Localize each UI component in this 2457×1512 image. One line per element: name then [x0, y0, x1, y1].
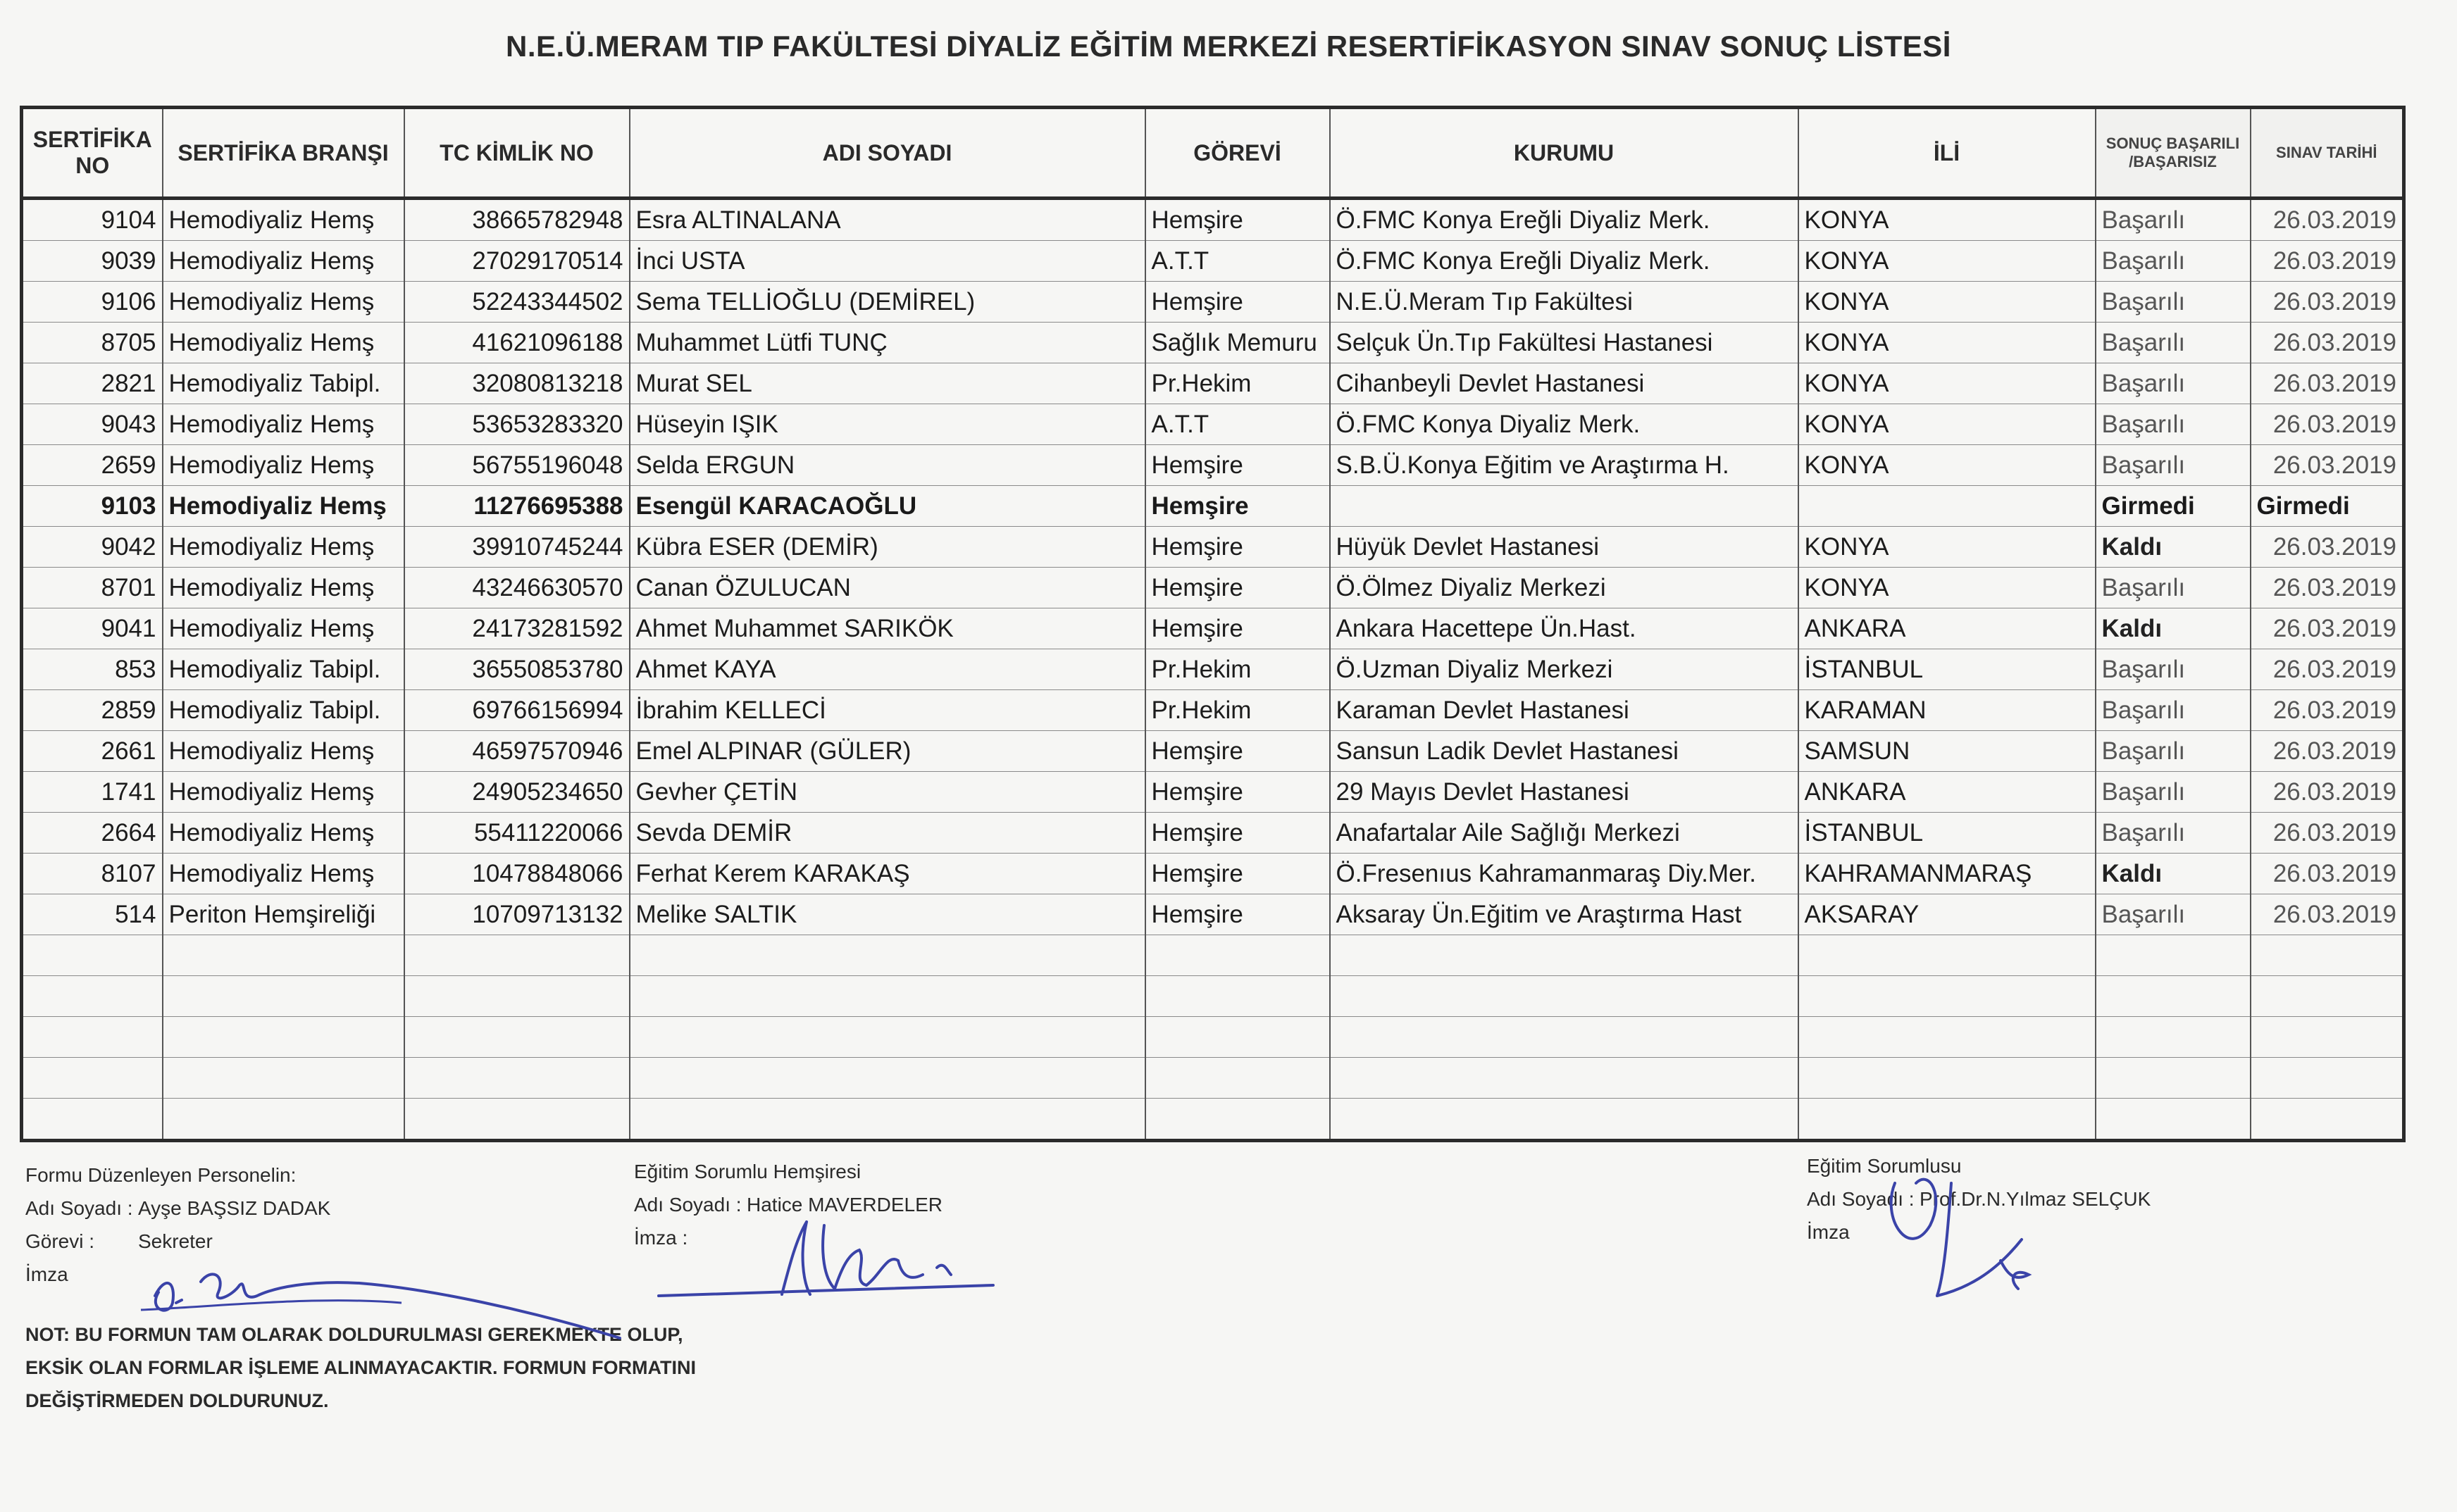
cell-sonuc: Başarılı [2096, 568, 2251, 608]
cell-tc: 53653283320 [404, 404, 630, 445]
cell-sertifika-no: 9103 [22, 486, 163, 527]
cell-gorevi: Pr.Hekim [1145, 649, 1330, 690]
cell-tc: 38665782948 [404, 199, 630, 241]
cell-kurumu: Selçuk Ün.Tıp Fakültesi Hastanesi [1330, 323, 1798, 363]
empty-cell [1798, 976, 2096, 1017]
empty-row [22, 976, 2404, 1017]
cell-adi-soyadi: Ahmet KAYA [630, 649, 1145, 690]
cell-adi-soyadi: İbrahim KELLECİ [630, 690, 1145, 731]
cell-ili: KONYA [1798, 241, 2096, 282]
cell-adi-soyadi: Emel ALPINAR (GÜLER) [630, 731, 1145, 772]
table-row [22, 813, 2404, 854]
cell-gorevi: Hemşire [1145, 731, 1330, 772]
empty-cell [630, 1058, 1145, 1099]
empty-cell [163, 1099, 404, 1141]
cell-sonuc: Başarılı [2096, 404, 2251, 445]
table-row [22, 445, 2404, 486]
col-header-tc: TC KİMLİK NO [404, 108, 630, 199]
empty-cell [2251, 1058, 2404, 1099]
cell-sertifika-bransi: Hemodiyaliz Hemş [163, 282, 404, 323]
footer-right-heading: Eğitim Sorumlusu [1807, 1155, 1962, 1177]
page-title: N.E.Ü.MERAM TIP FAKÜLTESİ DİYALİZ EĞİTİM MERKEZİ RESERTİFİKASYON SINAV SONUÇ LİSTESİ [506, 30, 1951, 63]
cell-sinav-tarihi: 26.03.2019 [2251, 772, 2404, 813]
cell-sertifika-bransi: Hemodiyaliz Hemş [163, 527, 404, 568]
cell-sertifika-bransi: Hemodiyaliz Tabipl. [163, 690, 404, 731]
cell-sertifika-bransi: Hemodiyaliz Hemş [163, 323, 404, 363]
table-row [22, 772, 2404, 813]
cell-gorevi: Pr.Hekim [1145, 363, 1330, 404]
table-row [22, 527, 2404, 568]
empty-cell [22, 935, 163, 976]
empty-cell [404, 1058, 630, 1099]
cell-sinav-tarihi: 26.03.2019 [2251, 363, 2404, 404]
cell-sertifika-bransi: Hemodiyaliz Tabipl. [163, 649, 404, 690]
cell-sertifika-bransi: Hemodiyaliz Hemş [163, 731, 404, 772]
cell-sertifika-no: 2659 [22, 445, 163, 486]
cell-kurumu: Karaman Devlet Hastanesi [1330, 690, 1798, 731]
cell-ili: KONYA [1798, 527, 2096, 568]
cell-sonuc: Başarılı [2096, 894, 2251, 935]
empty-cell [630, 976, 1145, 1017]
empty-row [22, 1099, 2404, 1141]
cell-sertifika-no: 9042 [22, 527, 163, 568]
cell-ili: İSTANBUL [1798, 813, 2096, 854]
empty-cell [404, 1017, 630, 1058]
cell-sonuc: Başarılı [2096, 731, 2251, 772]
cell-gorevi: Sağlık Memuru [1145, 323, 1330, 363]
cell-ili: KONYA [1798, 199, 2096, 241]
cell-sonuc: Başarılı [2096, 323, 2251, 363]
empty-cell [2251, 1099, 2404, 1141]
cell-sinav-tarihi: 26.03.2019 [2251, 894, 2404, 935]
cell-sertifika-no: 514 [22, 894, 163, 935]
cell-sertifika-bransi: Hemodiyaliz Hemş [163, 568, 404, 608]
cell-ili: ANKARA [1798, 772, 2096, 813]
empty-cell [163, 1058, 404, 1099]
cell-tc: 27029170514 [404, 241, 630, 282]
cell-sonuc: Başarılı [2096, 772, 2251, 813]
cell-adi-soyadi: Sevda DEMİR [630, 813, 1145, 854]
cell-gorevi: Hemşire [1145, 854, 1330, 894]
cell-sinav-tarihi: 26.03.2019 [2251, 241, 2404, 282]
cell-ili: KAHRAMANMARAŞ [1798, 854, 2096, 894]
empty-cell [2096, 976, 2251, 1017]
footer-left-name-label: Adı Soyadı : [25, 1197, 133, 1219]
empty-cell [1330, 1099, 1798, 1141]
cell-sertifika-bransi: Hemodiyaliz Tabipl. [163, 363, 404, 404]
footer-right-name-label: Adı Soyadı : [1807, 1188, 1915, 1210]
table-row [22, 731, 2404, 772]
cell-sertifika-no: 2661 [22, 731, 163, 772]
table-row [22, 282, 2404, 323]
empty-cell [1798, 1099, 2096, 1141]
cell-sonuc: Başarılı [2096, 445, 2251, 486]
cell-ili: KARAMAN [1798, 690, 2096, 731]
col-header-sonuc: SONUÇ BAŞARILI /BAŞARISIZ [2096, 108, 2251, 199]
cell-sertifika-bransi: Periton Hemşireliği [163, 894, 404, 935]
cell-sinav-tarihi: 26.03.2019 [2251, 854, 2404, 894]
table-row [22, 854, 2404, 894]
footer-middle-name: Hatice MAVERDELER [747, 1194, 943, 1216]
empty-cell [1330, 935, 1798, 976]
empty-cell [630, 935, 1145, 976]
cell-sonuc: Kaldı [2096, 527, 2251, 568]
table-row [22, 404, 2404, 445]
cell-tc: 52243344502 [404, 282, 630, 323]
cell-kurumu [1330, 486, 1798, 527]
table-row [22, 323, 2404, 363]
table-row [22, 568, 2404, 608]
cell-tc: 69766156994 [404, 690, 630, 731]
signature-left [134, 1254, 641, 1352]
cell-sinav-tarihi: Girmedi [2251, 486, 2404, 527]
cell-sinav-tarihi: 26.03.2019 [2251, 445, 2404, 486]
cell-kurumu: Cihanbeyli Devlet Hastanesi [1330, 363, 1798, 404]
cell-tc: 10709713132 [404, 894, 630, 935]
cell-ili: KONYA [1798, 445, 2096, 486]
empty-cell [404, 1099, 630, 1141]
cell-adi-soyadi: Esra ALTINALANA [630, 199, 1145, 241]
cell-ili: ANKARA [1798, 608, 2096, 649]
cell-sertifika-no: 8107 [22, 854, 163, 894]
cell-sertifika-no: 9106 [22, 282, 163, 323]
cell-tc: 56755196048 [404, 445, 630, 486]
cell-sertifika-no: 2821 [22, 363, 163, 404]
cell-sertifika-no: 9104 [22, 199, 163, 241]
cell-tc: 32080813218 [404, 363, 630, 404]
col-header-sertifika-bransi: SERTİFİKA BRANŞI [163, 108, 404, 199]
empty-cell [2251, 976, 2404, 1017]
cell-adi-soyadi: İnci USTA [630, 241, 1145, 282]
cell-gorevi: Hemşire [1145, 772, 1330, 813]
cell-sinav-tarihi: 26.03.2019 [2251, 608, 2404, 649]
results-table [20, 106, 2406, 1142]
cell-kurumu: Ö.Fresenıus Kahramanmaraş Diy.Mer. [1330, 854, 1798, 894]
empty-cell [163, 1017, 404, 1058]
cell-sertifika-no: 9043 [22, 404, 163, 445]
cell-sinav-tarihi: 26.03.2019 [2251, 199, 2404, 241]
cell-sertifika-bransi: Hemodiyaliz Hemş [163, 486, 404, 527]
cell-sinav-tarihi: 26.03.2019 [2251, 404, 2404, 445]
cell-ili: KONYA [1798, 282, 2096, 323]
cell-gorevi: A.T.T [1145, 404, 1330, 445]
empty-cell [2096, 1099, 2251, 1141]
cell-sinav-tarihi: 26.03.2019 [2251, 813, 2404, 854]
cell-adi-soyadi: Kübra ESER (DEMİR) [630, 527, 1145, 568]
cell-kurumu: Ö.Ölmez Diyaliz Merkezi [1330, 568, 1798, 608]
footer-left-sign-label: İmza [25, 1263, 68, 1285]
cell-sertifika-bransi: Hemodiyaliz Hemş [163, 854, 404, 894]
footer-right-sign-label: İmza [1807, 1221, 1850, 1243]
cell-sinav-tarihi: 26.03.2019 [2251, 690, 2404, 731]
cell-sertifika-bransi: Hemodiyaliz Hemş [163, 199, 404, 241]
footer-middle-name-label: Adı Soyadı : [634, 1194, 742, 1216]
table-row [22, 199, 2404, 241]
empty-cell [1798, 1058, 2096, 1099]
empty-cell [2251, 1017, 2404, 1058]
cell-kurumu: S.B.Ü.Konya Eğitim ve Araştırma H. [1330, 445, 1798, 486]
empty-cell [1145, 1099, 1330, 1141]
empty-cell [630, 1099, 1145, 1141]
empty-cell [1145, 976, 1330, 1017]
cell-kurumu: Ö.FMC Konya Ereğli Diyaliz Merk. [1330, 199, 1798, 241]
cell-tc: 24173281592 [404, 608, 630, 649]
cell-ili: KONYA [1798, 323, 2096, 363]
empty-cell [1798, 1017, 2096, 1058]
footer-left-heading: Formu Düzenleyen Personelin: [25, 1164, 297, 1186]
cell-kurumu: Ö.Uzman Diyaliz Merkezi [1330, 649, 1798, 690]
empty-cell [1798, 935, 2096, 976]
table-row [22, 608, 2404, 649]
cell-sinav-tarihi: 26.03.2019 [2251, 527, 2404, 568]
empty-cell [1145, 1017, 1330, 1058]
col-header-sinav-tarihi: SINAV TARİHİ [2251, 108, 2404, 199]
cell-adi-soyadi: Hüseyin IŞIK [630, 404, 1145, 445]
empty-cell [1330, 1058, 1798, 1099]
cell-sinav-tarihi: 26.03.2019 [2251, 282, 2404, 323]
cell-sertifika-bransi: Hemodiyaliz Hemş [163, 608, 404, 649]
cell-sertifika-no: 9041 [22, 608, 163, 649]
empty-cell [1330, 1017, 1798, 1058]
cell-sonuc: Başarılı [2096, 649, 2251, 690]
cell-gorevi: A.T.T [1145, 241, 1330, 282]
empty-row [22, 935, 2404, 976]
cell-tc: 41621096188 [404, 323, 630, 363]
cell-ili [1798, 486, 2096, 527]
cell-tc: 43246630570 [404, 568, 630, 608]
cell-tc: 39910745244 [404, 527, 630, 568]
cell-sinav-tarihi: 26.03.2019 [2251, 323, 2404, 363]
cell-kurumu: Anafartalar Aile Sağlığı Merkezi [1330, 813, 1798, 854]
cell-gorevi: Hemşire [1145, 486, 1330, 527]
cell-sonuc: Kaldı [2096, 608, 2251, 649]
cell-adi-soyadi: Muhammet Lütfi TUNÇ [630, 323, 1145, 363]
cell-adi-soyadi: Sema TELLİOĞLU (DEMİREL) [630, 282, 1145, 323]
cell-kurumu: 29 Mayıs Devlet Hastanesi [1330, 772, 1798, 813]
col-header-ili: İLİ [1798, 108, 2096, 199]
empty-cell [163, 935, 404, 976]
footer-left-role-label: Görevi : [25, 1230, 95, 1252]
empty-cell [630, 1017, 1145, 1058]
cell-kurumu: Hüyük Devlet Hastanesi [1330, 527, 1798, 568]
cell-kurumu: Ö.FMC Konya Diyaliz Merk. [1330, 404, 1798, 445]
cell-gorevi: Hemşire [1145, 199, 1330, 241]
cell-ili: İSTANBUL [1798, 649, 2096, 690]
cell-adi-soyadi: Ahmet Muhammet SARIKÖK [630, 608, 1145, 649]
footer-middle-heading: Eğitim Sorumlu Hemşiresi [634, 1161, 861, 1182]
col-header-gorevi: GÖREVİ [1145, 108, 1330, 199]
cell-kurumu: Ankara Hacettepe Ün.Hast. [1330, 608, 1798, 649]
empty-row [22, 1017, 2404, 1058]
cell-sonuc: Başarılı [2096, 690, 2251, 731]
cell-adi-soyadi: Murat SEL [630, 363, 1145, 404]
cell-sertifika-no: 2859 [22, 690, 163, 731]
cell-ili: KONYA [1798, 363, 2096, 404]
cell-sertifika-no: 8701 [22, 568, 163, 608]
cell-tc: 24905234650 [404, 772, 630, 813]
cell-gorevi: Pr.Hekim [1145, 690, 1330, 731]
cell-kurumu: Ö.FMC Konya Ereğli Diyaliz Merk. [1330, 241, 1798, 282]
signature-middle [655, 1211, 1021, 1310]
cell-sertifika-no: 2664 [22, 813, 163, 854]
cell-tc: 55411220066 [404, 813, 630, 854]
cell-adi-soyadi: Ferhat Kerem KARAKAŞ [630, 854, 1145, 894]
cell-sonuc: Kaldı [2096, 854, 2251, 894]
footer-middle-sign-label: İmza : [634, 1227, 688, 1249]
cell-kurumu: Sansun Ladik Devlet Hastanesi [1330, 731, 1798, 772]
cell-ili: SAMSUN [1798, 731, 2096, 772]
table-row [22, 241, 2404, 282]
empty-cell [1330, 976, 1798, 1017]
cell-sinav-tarihi: 26.03.2019 [2251, 568, 2404, 608]
cell-sonuc: Başarılı [2096, 199, 2251, 241]
cell-adi-soyadi: Melike SALTIK [630, 894, 1145, 935]
cell-sonuc: Başarılı [2096, 813, 2251, 854]
cell-adi-soyadi: Selda ERGUN [630, 445, 1145, 486]
empty-cell [2096, 935, 2251, 976]
empty-cell [404, 935, 630, 976]
cell-ili: AKSARAY [1798, 894, 2096, 935]
cell-sertifika-bransi: Hemodiyaliz Hemş [163, 813, 404, 854]
cell-sertifika-bransi: Hemodiyaliz Hemş [163, 445, 404, 486]
cell-gorevi: Hemşire [1145, 568, 1330, 608]
cell-sertifika-no: 8705 [22, 323, 163, 363]
cell-tc: 46597570946 [404, 731, 630, 772]
cell-kurumu: N.E.Ü.Meram Tıp Fakültesi [1330, 282, 1798, 323]
signature-right [1867, 1155, 2092, 1317]
cell-gorevi: Hemşire [1145, 608, 1330, 649]
cell-sertifika-bransi: Hemodiyaliz Hemş [163, 404, 404, 445]
table-row [22, 363, 2404, 404]
empty-cell [2096, 1058, 2251, 1099]
cell-gorevi: Hemşire [1145, 282, 1330, 323]
footer-note: NOT: BU FORMUN TAM OLARAK DOLDURULMASI GEREKMEKTE OLUP, EKSİK OLAN FORMLAR İŞLEME ALINMAYACAKTIR. FORMUN FORMATINI DEĞİŞTİRMEDEN DOLDURUNUZ. [25, 1324, 696, 1411]
cell-adi-soyadi: Gevher ÇETİN [630, 772, 1145, 813]
cell-ili: KONYA [1798, 404, 2096, 445]
cell-gorevi: Hemşire [1145, 527, 1330, 568]
cell-sonuc: Başarılı [2096, 241, 2251, 282]
cell-adi-soyadi: Canan ÖZULUCAN [630, 568, 1145, 608]
empty-cell [163, 976, 404, 1017]
empty-cell [2096, 1017, 2251, 1058]
empty-row [22, 1058, 2404, 1099]
col-header-kurumu: KURUMU [1330, 108, 1798, 199]
cell-sertifika-bransi: Hemodiyaliz Hemş [163, 241, 404, 282]
table-row [22, 649, 2404, 690]
footer-left-name: Ayşe BAŞSIZ DADAK [138, 1197, 331, 1219]
table-row [22, 894, 2404, 935]
empty-cell [404, 976, 630, 1017]
cell-sonuc: Başarılı [2096, 282, 2251, 323]
cell-kurumu: Aksaray Ün.Eğitim ve Araştırma Hast [1330, 894, 1798, 935]
empty-cell [22, 1058, 163, 1099]
footer-left-role: Sekreter [138, 1230, 213, 1252]
cell-sinav-tarihi: 26.03.2019 [2251, 731, 2404, 772]
cell-sonuc: Başarılı [2096, 363, 2251, 404]
cell-gorevi: Hemşire [1145, 813, 1330, 854]
table-header-row [22, 108, 2404, 199]
cell-sertifika-bransi: Hemodiyaliz Hemş [163, 772, 404, 813]
empty-cell [2251, 935, 2404, 976]
empty-cell [1145, 935, 1330, 976]
col-header-adi-soyadi: ADI SOYADI [630, 108, 1145, 199]
table-row [22, 486, 2404, 527]
col-header-sertifika-no: SERTİFİKA NO [22, 108, 163, 199]
cell-adi-soyadi: Esengül KARACAOĞLU [630, 486, 1145, 527]
cell-tc: 36550853780 [404, 649, 630, 690]
cell-sertifika-no: 1741 [22, 772, 163, 813]
cell-sertifika-no: 9039 [22, 241, 163, 282]
footer-right-name: Prof.Dr.N.Yılmaz SELÇUK [1920, 1188, 2151, 1210]
cell-tc: 10478848066 [404, 854, 630, 894]
cell-ili: KONYA [1798, 568, 2096, 608]
empty-cell [22, 1099, 163, 1141]
cell-tc: 11276695388 [404, 486, 630, 527]
empty-cell [22, 976, 163, 1017]
table-row [22, 690, 2404, 731]
cell-sinav-tarihi: 26.03.2019 [2251, 649, 2404, 690]
cell-sertifika-no: 853 [22, 649, 163, 690]
cell-gorevi: Hemşire [1145, 894, 1330, 935]
cell-gorevi: Hemşire [1145, 445, 1330, 486]
empty-cell [1145, 1058, 1330, 1099]
cell-sonuc: Girmedi [2096, 486, 2251, 527]
empty-cell [22, 1017, 163, 1058]
